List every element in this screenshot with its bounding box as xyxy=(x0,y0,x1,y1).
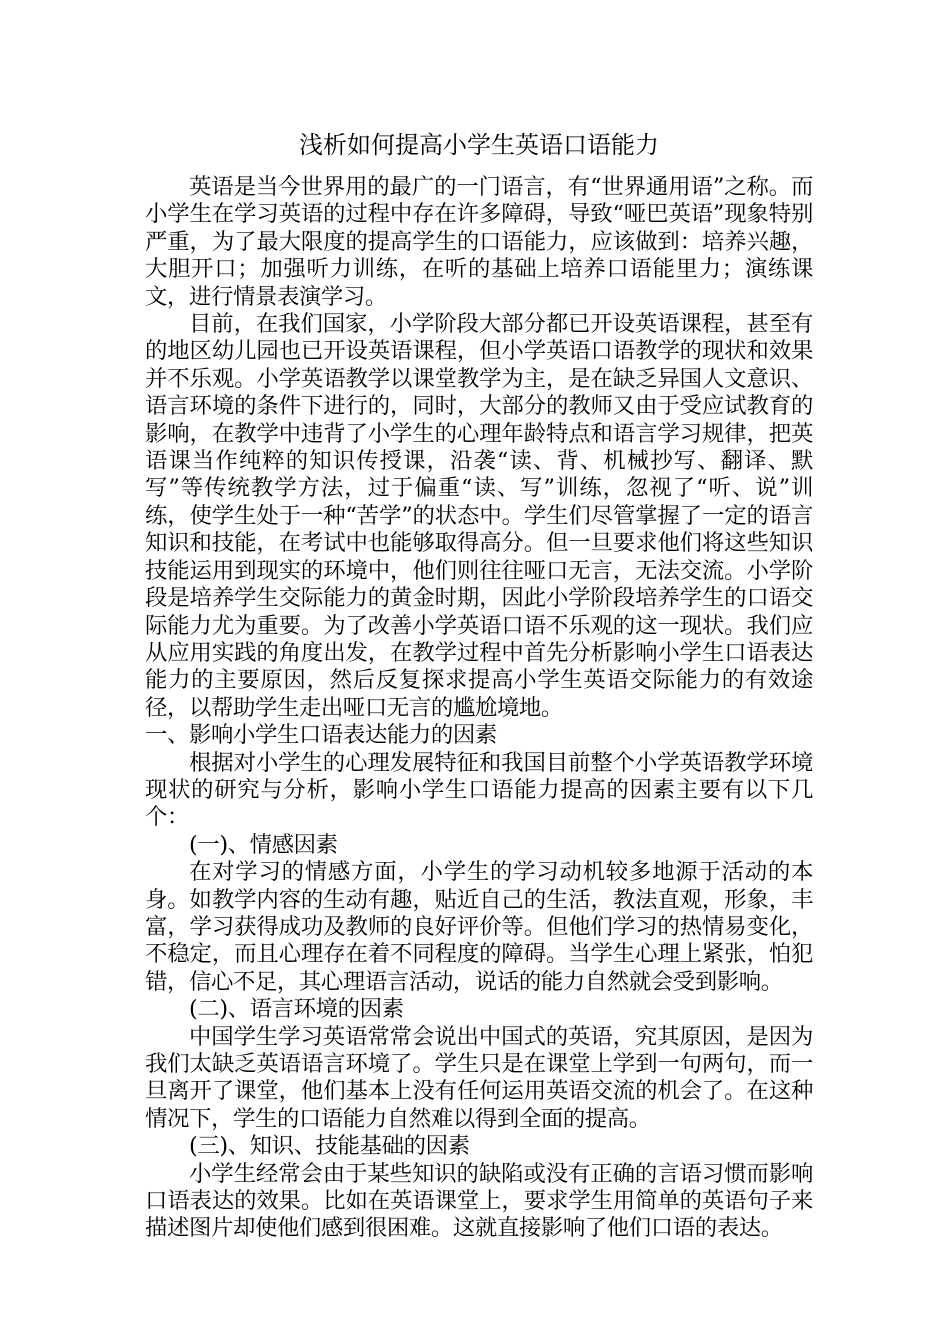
paragraph-language-environment: 中国学生学习英语常常会说出中国式的英语，究其原因，是因为我们太缺乏英语语言环境了。学生只是在课堂上学到一句两句，而一旦离开了课堂，他们基本上没有任何运用英语交流的机会了。在这种情况下，学生的口语能力自然难以得到全面的提高。 xyxy=(145,1023,813,1132)
document-body xyxy=(145,130,813,1243)
paragraph-factors-intro: 根据对小学生的心理发展特征和我国目前整个小学英语教学环境现状的研究与分析，影响小学生口语能力提高的因素主要有以下几个： xyxy=(145,749,813,831)
paragraph-emotional-factors: 在对学习的情感方面，小学生的学习动机较多地源于活动的本身。如教学内容的生动有趣，贴近自己的生活，教法直观，形象，丰富，学习获得成功及教师的良好评价等。但他们学习的热情易变化，不稳定，而且心理存在着不同程度的障碍。当学生心理上紧张，怕犯错，信心不足，其心理语言活动，说话的能力自然就会受到影响。 xyxy=(145,859,813,995)
paragraph-intro: 英语是当今世界用的最广的一门语言，有“世界通用语”之称。而小学生在学习英语的过程中存在许多障碍，导致“哑巴英语”现象特别严重，为了最大限度的提高学生的口语能力，应该做到：培养兴趣，大胆开口；加强听力训练，在听的基础上培养口语能里力；演练课文，进行情景表演学习。 xyxy=(145,174,813,310)
paragraph-knowledge-skills: 小学生经常会由于某些知识的缺陷或没有正确的言语习惯而影响口语表达的效果。比如在英语课堂上，要求学生用简单的英语句子来描述图片却使他们感到很困难。这就直接影响了他们口语的表达。 xyxy=(145,1160,813,1242)
subheading-emotional-factors: (一)、情感因素 xyxy=(189,831,338,858)
subheading-knowledge-skills: (三)、知识、技能基础的因素 xyxy=(189,1133,470,1160)
subheading-language-environment: (二)、语言环境的因素 xyxy=(189,996,404,1023)
section-heading-1: 一、影响小学生口语表达能力的因素 xyxy=(145,722,497,749)
paragraph-current-situation: 目前，在我们国家，小学阶段大部分都已开设英语课程，甚至有的地区幼儿园也已开设英语课程，但小学英语口语教学的现状和效果并不乐观。小学英语教学以课堂教学为主，是在缺乏异国人文意识、语言环境的条件下进行的，同时，大部分的教师又由于受应试教育的影响，在教学中违背了小学生的心理年龄特点和语言学习规律，把英语课当作纯粹的知识传授课，沿袭“读、背、机械抄写、翻译、默写”等传统教学方法，过于偏重“读、写”训练，忽视了“听、说”训练，使学生处于一种“苦学”的状态中。学生们尽管掌握了一定的语言知识和技能，在考试中也能够取得高分。但一旦要求他们将这些知识技能运用到现实的环境中，他们则往往哑口无言，无法交流。小学阶段是培养学生交际能力的黄金时期，因此小学阶段培养学生的口语交际能力尤为重要。为了改善小学英语口语不乐观的这一现状。我们应从应用实践的角度出发，在教学过程中首先分析影响小学生口语表达能力的主要原因，然后反复探求提高小学生英语交际能力的有效途径，以帮助学生走出哑口无言的尴尬境地。 xyxy=(145,311,813,721)
document-title: 浅析如何提高小学生英语口语能力 xyxy=(299,131,659,159)
